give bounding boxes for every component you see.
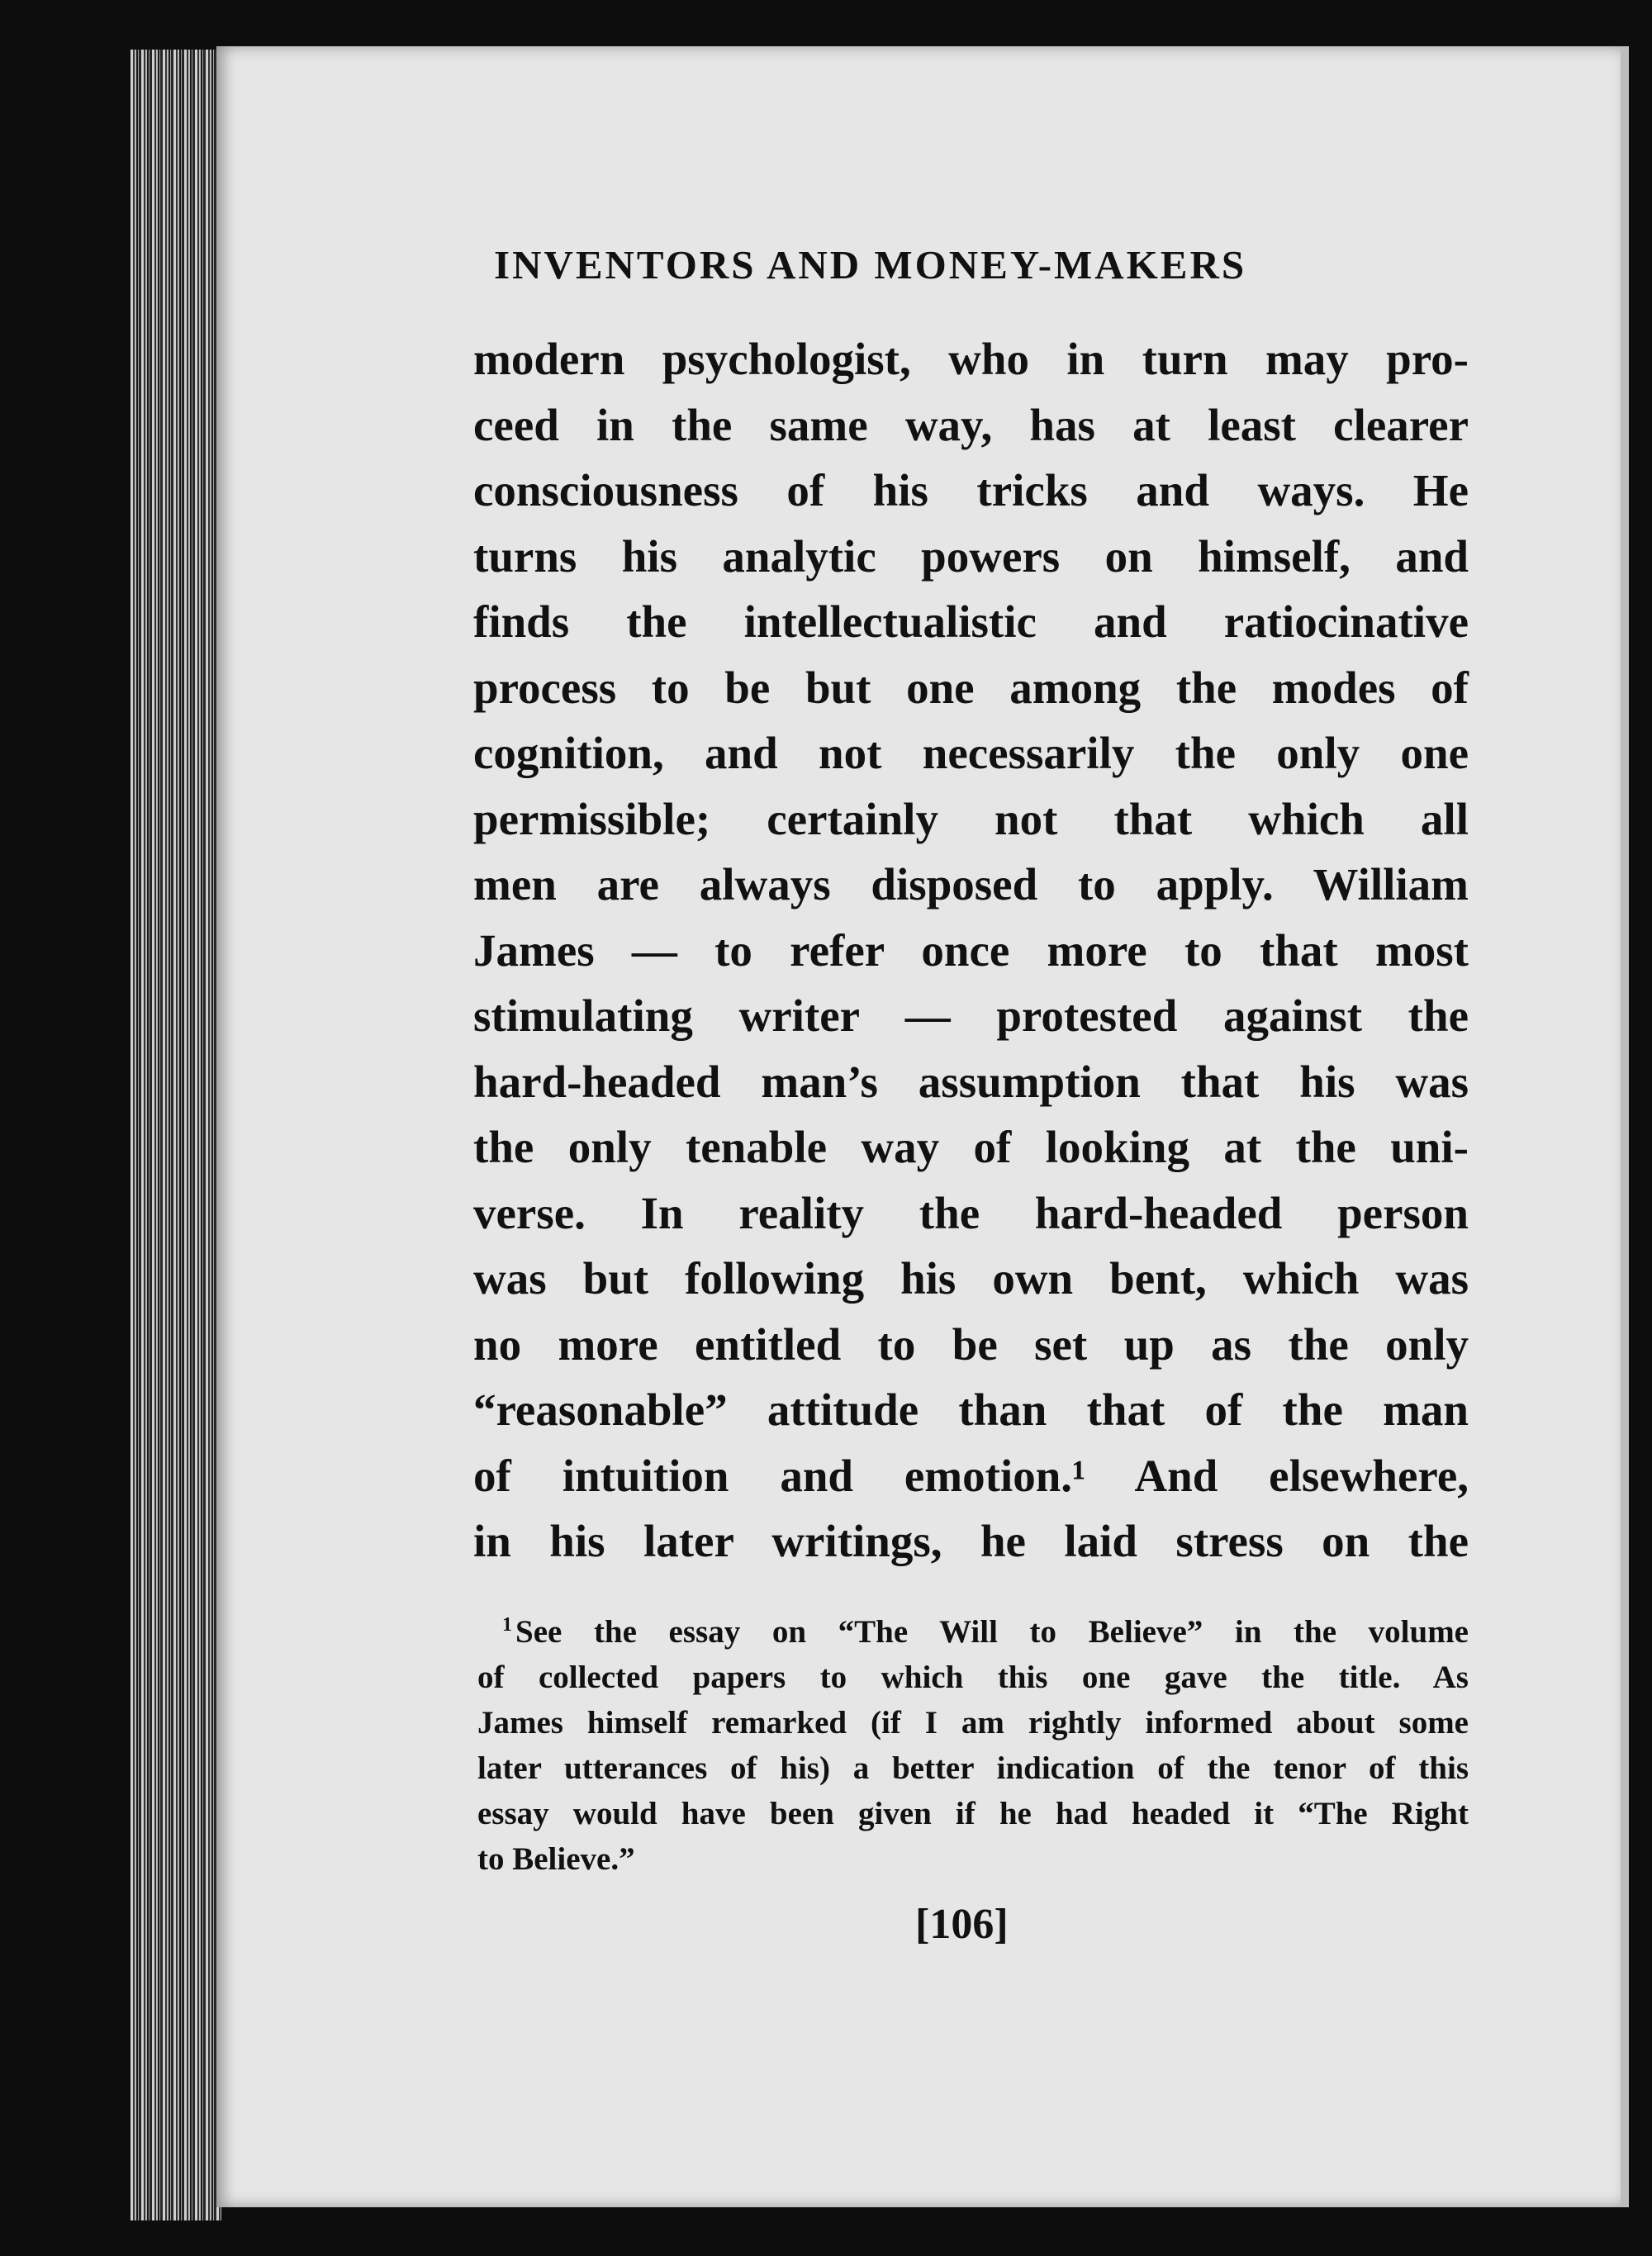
footnote-line: later utterances of his) a better indication of the tenor of this bbox=[477, 1750, 1469, 1786]
body-line: the only tenable way of looking at the uni- bbox=[473, 1122, 1469, 1172]
footnote-marker: 1 bbox=[502, 1614, 512, 1636]
footnote bbox=[477, 1603, 1469, 1882]
body-line: ceed in the same way, has at least clearer bbox=[473, 399, 1469, 450]
running-head: INVENTORS AND MONEY-MAKERS bbox=[494, 242, 1247, 287]
body-line: stimulating writer — protested against the bbox=[473, 990, 1469, 1041]
body-line: men are always disposed to apply. William bbox=[473, 859, 1469, 910]
footnote-line: to Believe.” bbox=[477, 1841, 635, 1877]
body-line: no more entitled to be set up as the only bbox=[473, 1318, 1469, 1370]
page-number: [106] bbox=[915, 1901, 1009, 1948]
body-line: of intuition and emotion.¹ And elsewhere, bbox=[473, 1450, 1469, 1501]
body-line: was but following his own bent, which was bbox=[473, 1253, 1469, 1304]
body-text bbox=[473, 326, 1469, 1574]
footnote-line: of collected papers to which this one gave the title. As bbox=[477, 1660, 1469, 1695]
body-line: permissible; certainly not that which all bbox=[473, 793, 1469, 844]
body-line: “reasonable” attitude than that of the man bbox=[473, 1384, 1469, 1435]
footnote-line-text: See the essay on “The Will to Believe” in the volume bbox=[515, 1614, 1469, 1650]
body-line: process to be but one among the modes of bbox=[473, 662, 1469, 713]
footnote-line: James himself remarked (if I am rightly informed about some bbox=[477, 1705, 1469, 1741]
body-line: modern psychologist, who in turn may pro- bbox=[473, 334, 1469, 384]
body-line: in his later writings, he laid stress on the bbox=[473, 1516, 1469, 1566]
body-line: verse. In reality the hard-headed person bbox=[473, 1187, 1469, 1238]
body-line: cognition, and not necessarily the only one bbox=[473, 728, 1469, 778]
book-page-edges bbox=[131, 50, 221, 2220]
book-page-right-edge bbox=[1621, 46, 1629, 2207]
body-line: consciousness of his tricks and ways. He bbox=[473, 465, 1469, 515]
body-line: finds the intellectualistic and ratiocinative bbox=[473, 596, 1469, 647]
body-line: James — to refer once more to that most bbox=[473, 924, 1469, 976]
body-line: hard-headed man’s assumption that his was bbox=[473, 1056, 1469, 1107]
footnote-line: essay would have been given if he had headed it “The Right bbox=[477, 1796, 1469, 1831]
footnote-line bbox=[477, 1603, 1469, 1655]
body-line: turns his analytic powers on himself, and bbox=[473, 530, 1469, 582]
